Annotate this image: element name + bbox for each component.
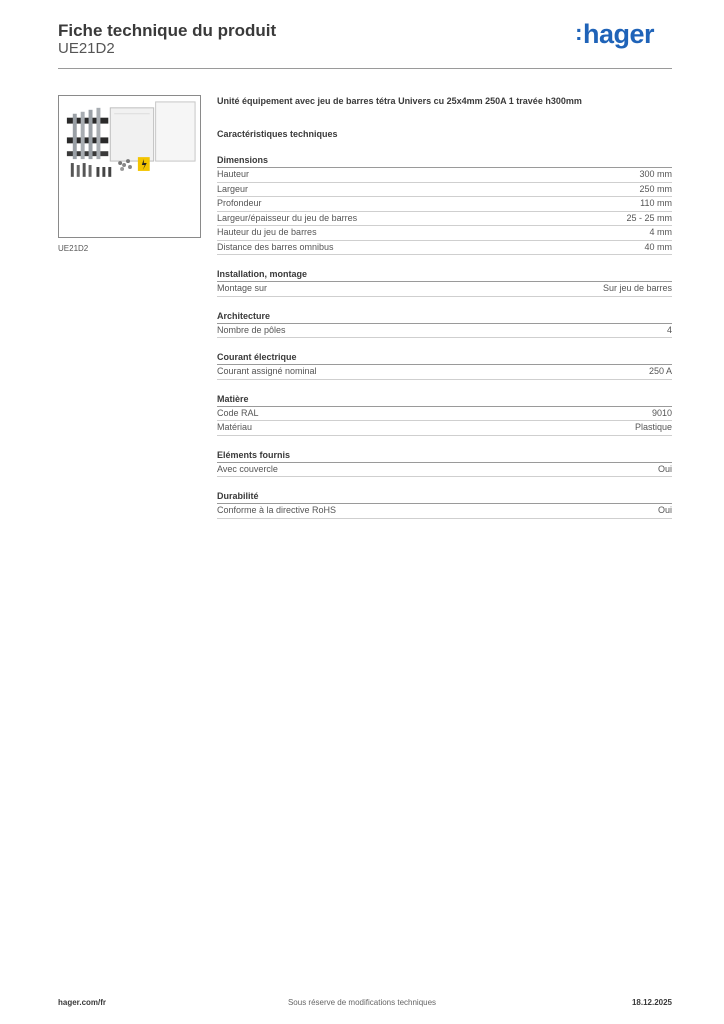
spec-heading: Caractéristiques techniques xyxy=(217,129,338,139)
spec-label: Montage sur xyxy=(217,283,268,293)
spec-row xyxy=(217,226,672,241)
spec-row xyxy=(217,407,672,422)
spec-value: 300 mm xyxy=(639,169,672,179)
spec-value: Sur jeu de barres xyxy=(602,283,672,293)
page-subtitle: UE21D2 xyxy=(58,40,115,57)
spec-content xyxy=(217,95,672,519)
spec-value: 110 mm xyxy=(640,198,672,208)
spec-label: Profondeur xyxy=(217,198,262,208)
section-title: Architecture xyxy=(217,310,672,324)
product-image xyxy=(58,95,201,238)
spec-value: Oui xyxy=(657,463,672,474)
spec-label: Distance des barres omnibus xyxy=(217,241,334,252)
spec-label: Avec couvercle xyxy=(217,463,278,474)
hager-logo-text: hager xyxy=(582,19,654,49)
spec-value: 4 mm xyxy=(649,227,672,237)
spec-row xyxy=(217,282,672,297)
spec-label: Matériau xyxy=(217,422,253,432)
spec-value: 25 - 25 mm xyxy=(626,212,672,223)
section-title: Eléments fournis xyxy=(217,449,672,463)
spec-row xyxy=(217,183,672,198)
spec-value: 9010 xyxy=(651,407,672,418)
spec-label: Largeur/épaisseur du jeu de barres xyxy=(217,212,358,223)
hager-logo: :hager xyxy=(575,19,654,49)
footer-notice: Sous réserve de modifications techniques xyxy=(287,998,437,1007)
spec-row xyxy=(217,504,672,519)
spec-label: Code RAL xyxy=(217,407,259,418)
product-title: Unité équipement avec jeu de barres tétra Univers cu 25x4mm 250A 1 travée h300mm xyxy=(217,96,582,106)
section-dimensions xyxy=(217,154,672,255)
spec-label: Hauteur xyxy=(217,169,250,179)
section-electrical-current xyxy=(217,351,672,380)
spec-label: Nombre de pôles xyxy=(217,324,286,335)
spec-row xyxy=(217,421,672,436)
spec-value: 40 mm xyxy=(644,241,672,252)
spec-row xyxy=(217,324,672,339)
spec-row xyxy=(217,463,672,478)
product-image-illustration xyxy=(59,96,200,237)
footer-website-link[interactable]: hager.com/fr xyxy=(58,998,107,1007)
spec-value: 4 xyxy=(666,324,672,335)
spec-row xyxy=(217,365,672,380)
section-durability xyxy=(217,490,672,519)
section-material xyxy=(217,393,672,436)
section-title: Installation, montage xyxy=(217,268,672,282)
footer-date: 18.12.2025 xyxy=(631,998,672,1007)
spec-value: 250 mm xyxy=(639,183,672,194)
section-title: Courant électrique xyxy=(217,351,672,365)
product-image-caption: UE21D2 xyxy=(58,244,89,253)
header-divider xyxy=(58,68,672,69)
spec-label: Courant assigné nominal xyxy=(217,366,317,376)
spec-row xyxy=(217,212,672,227)
spec-row xyxy=(217,241,672,256)
spec-label: Hauteur du jeu de barres xyxy=(217,227,317,237)
spec-label: Largeur xyxy=(217,183,249,194)
spec-value: 250 A xyxy=(648,366,672,376)
spec-row xyxy=(217,168,672,183)
section-title: Matière xyxy=(217,393,672,407)
section-title: Durabilité xyxy=(217,490,672,504)
section-title: Dimensions xyxy=(217,154,672,168)
section-installation xyxy=(217,268,672,297)
spec-row xyxy=(217,197,672,212)
spec-value: Oui xyxy=(657,505,672,515)
spec-label: Conforme à la directive RoHS xyxy=(217,505,337,515)
spec-value: Plastique xyxy=(634,422,672,432)
section-supplied-elements xyxy=(217,449,672,478)
section-architecture xyxy=(217,310,672,339)
page-title: Fiche technique du produit xyxy=(58,21,277,40)
